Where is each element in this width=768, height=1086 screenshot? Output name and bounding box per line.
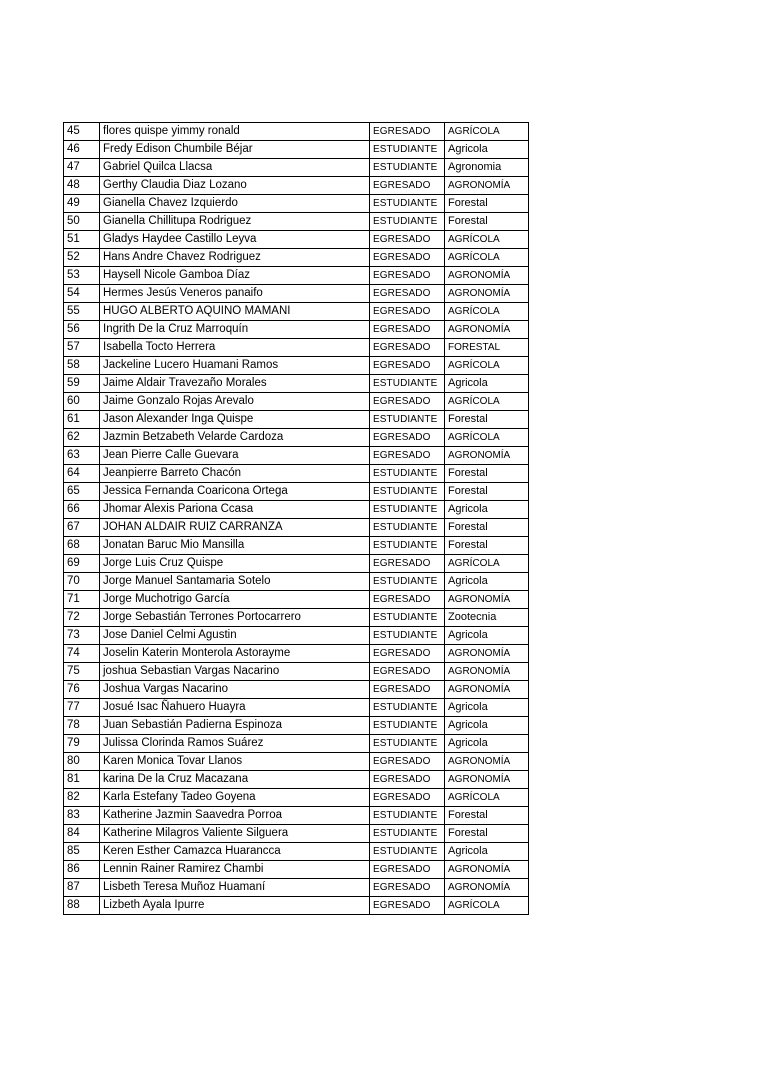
student-name-cell: Gabriel Quilca Llacsa: [100, 159, 370, 177]
status-cell: ESTUDIANTE: [370, 483, 445, 501]
table-row: [64, 681, 529, 699]
table-row: [64, 663, 529, 681]
career-cell: AGRÍCOLA: [445, 429, 529, 447]
student-name-cell: Hermes Jesús Veneros panaifo: [100, 285, 370, 303]
row-number-cell: 64: [64, 465, 100, 483]
row-number-cell: 83: [64, 807, 100, 825]
table-row: [64, 195, 529, 213]
career-cell: Forestal: [445, 483, 529, 501]
student-name-cell: Gianella Chillitupa Rodriguez: [100, 213, 370, 231]
status-cell: ESTUDIANTE: [370, 843, 445, 861]
status-cell: EGRESADO: [370, 861, 445, 879]
career-cell: AGRONOMÍA: [445, 645, 529, 663]
table-row: [64, 627, 529, 645]
career-cell: AGRONOMÍA: [445, 861, 529, 879]
student-name-cell: Joselin Katerin Monterola Astorayme: [100, 645, 370, 663]
status-cell: EGRESADO: [370, 771, 445, 789]
student-name-cell: Katherine Milagros Valiente Silguera: [100, 825, 370, 843]
row-number-cell: 62: [64, 429, 100, 447]
table-row: [64, 825, 529, 843]
career-cell: Agricola: [445, 627, 529, 645]
career-cell: Forestal: [445, 465, 529, 483]
row-number-cell: 58: [64, 357, 100, 375]
status-cell: EGRESADO: [370, 231, 445, 249]
student-name-cell: Karla Estefany Tadeo Goyena: [100, 789, 370, 807]
table-row: [64, 789, 529, 807]
row-number-cell: 72: [64, 609, 100, 627]
career-cell: AGRÍCOLA: [445, 303, 529, 321]
student-name-cell: Jorge Sebastián Terrones Portocarrero: [100, 609, 370, 627]
status-cell: EGRESADO: [370, 591, 445, 609]
student-name-cell: Lizbeth Ayala Ipurre: [100, 897, 370, 915]
status-cell: ESTUDIANTE: [370, 465, 445, 483]
table-row: [64, 771, 529, 789]
table-row: [64, 879, 529, 897]
career-cell: Agricola: [445, 735, 529, 753]
career-cell: Agricola: [445, 573, 529, 591]
student-name-cell: Keren Esther Camazca Huarancca: [100, 843, 370, 861]
student-name-cell: Jorge Manuel Santamaria Sotelo: [100, 573, 370, 591]
career-cell: AGRONOMÍA: [445, 663, 529, 681]
row-number-cell: 49: [64, 195, 100, 213]
status-cell: EGRESADO: [370, 321, 445, 339]
career-cell: AGRONOMÍA: [445, 879, 529, 897]
student-name-cell: JOHAN ALDAIR RUIZ CARRANZA: [100, 519, 370, 537]
status-cell: EGRESADO: [370, 447, 445, 465]
table-row: [64, 843, 529, 861]
table-row: [64, 285, 529, 303]
table-row: [64, 897, 529, 915]
row-number-cell: 74: [64, 645, 100, 663]
table-row: [64, 861, 529, 879]
row-number-cell: 56: [64, 321, 100, 339]
student-name-cell: Jessica Fernanda Coaricona Ortega: [100, 483, 370, 501]
table-row: [64, 465, 529, 483]
row-number-cell: 70: [64, 573, 100, 591]
status-cell: EGRESADO: [370, 357, 445, 375]
table-row: [64, 591, 529, 609]
row-number-cell: 61: [64, 411, 100, 429]
row-number-cell: 54: [64, 285, 100, 303]
student-name-cell: Katherine Jazmin Saavedra Porroa: [100, 807, 370, 825]
career-cell: AGRONOMÍA: [445, 591, 529, 609]
row-number-cell: 51: [64, 231, 100, 249]
status-cell: EGRESADO: [370, 753, 445, 771]
status-cell: EGRESADO: [370, 285, 445, 303]
career-cell: Agricola: [445, 141, 529, 159]
student-name-cell: Jonatan Baruc Mio Mansilla: [100, 537, 370, 555]
career-cell: AGRONOMÍA: [445, 753, 529, 771]
student-name-cell: Jackeline Lucero Huamani Ramos: [100, 357, 370, 375]
career-cell: Forestal: [445, 519, 529, 537]
table-row: [64, 177, 529, 195]
student-name-cell: Jorge Luis Cruz Quispe: [100, 555, 370, 573]
status-cell: EGRESADO: [370, 267, 445, 285]
career-cell: AGRÍCOLA: [445, 231, 529, 249]
table-row: [64, 573, 529, 591]
row-number-cell: 47: [64, 159, 100, 177]
status-cell: ESTUDIANTE: [370, 141, 445, 159]
row-number-cell: 66: [64, 501, 100, 519]
row-number-cell: 68: [64, 537, 100, 555]
student-name-cell: Jean Pierre Calle Guevara: [100, 447, 370, 465]
status-cell: ESTUDIANTE: [370, 213, 445, 231]
status-cell: ESTUDIANTE: [370, 573, 445, 591]
row-number-cell: 57: [64, 339, 100, 357]
status-cell: EGRESADO: [370, 681, 445, 699]
career-cell: Zootecnia: [445, 609, 529, 627]
student-name-cell: Joshua Vargas Nacarino: [100, 681, 370, 699]
student-name-cell: Isabella Tocto Herrera: [100, 339, 370, 357]
row-number-cell: 88: [64, 897, 100, 915]
table-row: [64, 555, 529, 573]
status-cell: ESTUDIANTE: [370, 609, 445, 627]
status-cell: ESTUDIANTE: [370, 159, 445, 177]
row-number-cell: 79: [64, 735, 100, 753]
status-cell: ESTUDIANTE: [370, 519, 445, 537]
table-row: [64, 753, 529, 771]
row-number-cell: 78: [64, 717, 100, 735]
career-cell: AGRONOMÍA: [445, 177, 529, 195]
student-name-cell: Jaime Aldair Travezaño Morales: [100, 375, 370, 393]
table-row: [64, 231, 529, 249]
status-cell: ESTUDIANTE: [370, 537, 445, 555]
row-number-cell: 85: [64, 843, 100, 861]
career-cell: Forestal: [445, 825, 529, 843]
table-row: [64, 537, 529, 555]
row-number-cell: 82: [64, 789, 100, 807]
row-number-cell: 53: [64, 267, 100, 285]
table-row: [64, 213, 529, 231]
career-cell: AGRÍCOLA: [445, 123, 529, 141]
career-cell: Forestal: [445, 807, 529, 825]
student-name-cell: Hans Andre Chavez Rodriguez: [100, 249, 370, 267]
student-name-cell: Jaime Gonzalo Rojas Arevalo: [100, 393, 370, 411]
career-cell: Forestal: [445, 537, 529, 555]
row-number-cell: 87: [64, 879, 100, 897]
student-name-cell: Gerthy Claudia Diaz Lozano: [100, 177, 370, 195]
table-row: [64, 483, 529, 501]
career-cell: AGRÍCOLA: [445, 789, 529, 807]
table-row: [64, 807, 529, 825]
career-cell: AGRÍCOLA: [445, 555, 529, 573]
row-number-cell: 55: [64, 303, 100, 321]
row-number-cell: 65: [64, 483, 100, 501]
row-number-cell: 48: [64, 177, 100, 195]
row-number-cell: 46: [64, 141, 100, 159]
career-cell: AGRÍCOLA: [445, 393, 529, 411]
table-row: [64, 267, 529, 285]
status-cell: EGRESADO: [370, 879, 445, 897]
row-number-cell: 81: [64, 771, 100, 789]
row-number-cell: 77: [64, 699, 100, 717]
status-cell: EGRESADO: [370, 339, 445, 357]
career-cell: Agricola: [445, 501, 529, 519]
table-row: [64, 645, 529, 663]
career-cell: Agronomia: [445, 159, 529, 177]
table-row: [64, 249, 529, 267]
career-cell: Agricola: [445, 843, 529, 861]
student-name-cell: Karen Monica Tovar Llanos: [100, 753, 370, 771]
student-name-cell: Jason Alexander Inga Quispe: [100, 411, 370, 429]
status-cell: ESTUDIANTE: [370, 195, 445, 213]
row-number-cell: 84: [64, 825, 100, 843]
table-row: [64, 357, 529, 375]
roster-table: [63, 122, 529, 915]
career-cell: AGRÍCOLA: [445, 249, 529, 267]
status-cell: ESTUDIANTE: [370, 735, 445, 753]
student-name-cell: Julissa Clorinda Ramos Suárez: [100, 735, 370, 753]
status-cell: EGRESADO: [370, 393, 445, 411]
row-number-cell: 50: [64, 213, 100, 231]
status-cell: EGRESADO: [370, 249, 445, 267]
status-cell: ESTUDIANTE: [370, 411, 445, 429]
status-cell: EGRESADO: [370, 303, 445, 321]
status-cell: ESTUDIANTE: [370, 627, 445, 645]
table-row: [64, 735, 529, 753]
row-number-cell: 67: [64, 519, 100, 537]
career-cell: AGRONOMÍA: [445, 447, 529, 465]
table-row: [64, 123, 529, 141]
row-number-cell: 59: [64, 375, 100, 393]
student-name-cell: Jazmin Betzabeth Velarde Cardoza: [100, 429, 370, 447]
status-cell: EGRESADO: [370, 789, 445, 807]
student-name-cell: Haysell Nicole Gamboa Díaz: [100, 267, 370, 285]
student-name-cell: Gladys Haydee Castillo Leyva: [100, 231, 370, 249]
roster-table-body: [64, 123, 529, 915]
student-name-cell: Jose Daniel Celmi Agustin: [100, 627, 370, 645]
table-row: [64, 321, 529, 339]
status-cell: EGRESADO: [370, 555, 445, 573]
table-row: [64, 699, 529, 717]
table-row: [64, 375, 529, 393]
table-row: [64, 429, 529, 447]
career-cell: Forestal: [445, 195, 529, 213]
table-row: [64, 609, 529, 627]
row-number-cell: 60: [64, 393, 100, 411]
student-name-cell: Fredy Edison Chumbile Béjar: [100, 141, 370, 159]
row-number-cell: 63: [64, 447, 100, 465]
career-cell: Agricola: [445, 375, 529, 393]
student-name-cell: flores quispe yimmy ronald: [100, 123, 370, 141]
status-cell: ESTUDIANTE: [370, 375, 445, 393]
career-cell: AGRÍCOLA: [445, 897, 529, 915]
student-name-cell: Jeanpierre Barreto Chacón: [100, 465, 370, 483]
career-cell: AGRONOMÍA: [445, 321, 529, 339]
status-cell: ESTUDIANTE: [370, 807, 445, 825]
status-cell: ESTUDIANTE: [370, 699, 445, 717]
table-row: [64, 141, 529, 159]
row-number-cell: 71: [64, 591, 100, 609]
table-row: [64, 447, 529, 465]
student-name-cell: Lennin Rainer Ramirez Chambi: [100, 861, 370, 879]
status-cell: ESTUDIANTE: [370, 717, 445, 735]
career-cell: AGRONOMÍA: [445, 267, 529, 285]
student-name-cell: Gianella Chavez Izquierdo: [100, 195, 370, 213]
career-cell: AGRÍCOLA: [445, 357, 529, 375]
table-row: [64, 339, 529, 357]
career-cell: FORESTAL: [445, 339, 529, 357]
status-cell: EGRESADO: [370, 177, 445, 195]
career-cell: Forestal: [445, 213, 529, 231]
student-name-cell: Josué Isac Ñahuero Huayra: [100, 699, 370, 717]
status-cell: EGRESADO: [370, 123, 445, 141]
table-row: [64, 303, 529, 321]
career-cell: AGRONOMÍA: [445, 771, 529, 789]
status-cell: EGRESADO: [370, 897, 445, 915]
row-number-cell: 45: [64, 123, 100, 141]
student-name-cell: Jhomar Alexis Pariona Ccasa: [100, 501, 370, 519]
table-row: [64, 393, 529, 411]
row-number-cell: 73: [64, 627, 100, 645]
table-row: [64, 717, 529, 735]
career-cell: Agricola: [445, 699, 529, 717]
career-cell: Forestal: [445, 411, 529, 429]
row-number-cell: 76: [64, 681, 100, 699]
career-cell: AGRONOMÍA: [445, 285, 529, 303]
row-number-cell: 69: [64, 555, 100, 573]
status-cell: ESTUDIANTE: [370, 825, 445, 843]
table-row: [64, 519, 529, 537]
status-cell: ESTUDIANTE: [370, 501, 445, 519]
status-cell: EGRESADO: [370, 429, 445, 447]
student-name-cell: HUGO ALBERTO AQUINO MAMANI: [100, 303, 370, 321]
status-cell: EGRESADO: [370, 645, 445, 663]
student-name-cell: Jorge Muchotrigo García: [100, 591, 370, 609]
student-name-cell: Juan Sebastián Padierna Espinoza: [100, 717, 370, 735]
career-cell: AGRONOMÍA: [445, 681, 529, 699]
career-cell: Agricola: [445, 717, 529, 735]
row-number-cell: 75: [64, 663, 100, 681]
row-number-cell: 86: [64, 861, 100, 879]
status-cell: EGRESADO: [370, 663, 445, 681]
student-name-cell: karina De la Cruz Macazana: [100, 771, 370, 789]
table-row: [64, 501, 529, 519]
row-number-cell: 52: [64, 249, 100, 267]
student-name-cell: Lisbeth Teresa Muñoz Huamaní: [100, 879, 370, 897]
table-row: [64, 159, 529, 177]
row-number-cell: 80: [64, 753, 100, 771]
student-name-cell: Ingrith De la Cruz Marroquín: [100, 321, 370, 339]
student-name-cell: joshua Sebastian Vargas Nacarino: [100, 663, 370, 681]
table-row: [64, 411, 529, 429]
